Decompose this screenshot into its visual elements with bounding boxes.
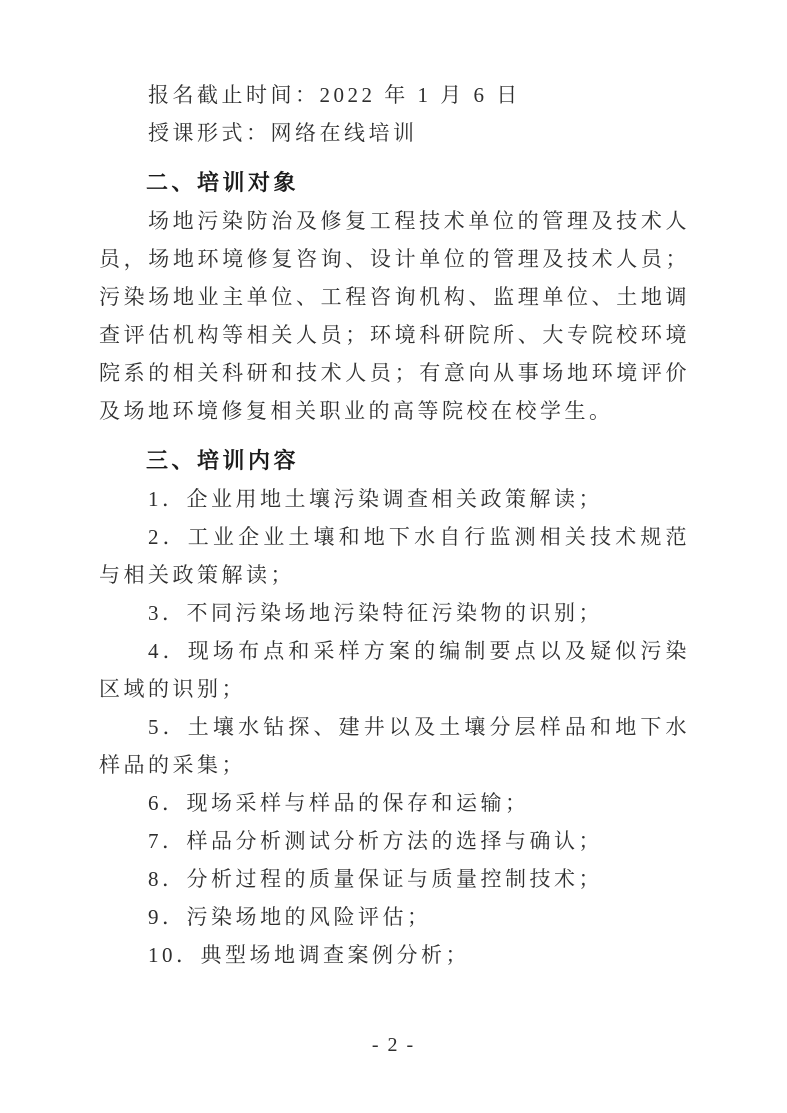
- document-content: [99, 76, 690, 974]
- section-training-content-heading: 三、培训内容: [146, 448, 300, 473]
- section-training-audience-heading: 二、培训对象: [146, 170, 300, 195]
- training-content-item-8: 8．分析过程的质量保证与质量控制技术；: [148, 867, 603, 891]
- training-audience-paragraph: 场地污染防治及修复工程技术单位的管理及技术人员，场地环境修复咨询、设计单位的管理及技术人员；污染场地业主单位、工程咨询机构、监理单位、土地调查评估机构等相关人员；环境科研院所、大专院校环境院系的相关科研和技术人员；有意向从事场地环境评价及场地环境修复相关职业的高等院校在校学生。: [99, 209, 690, 423]
- training-content-item-3: 3．不同污染场地污染特征污染物的识别；: [148, 601, 603, 625]
- training-content-item-6: 6．现场采样与样品的保存和运输；: [148, 791, 530, 815]
- training-content-item-7: 7．样品分析测试分析方法的选择与确认；: [148, 829, 603, 853]
- training-content-item-1: 1．企业用地土壤污染调查相关政策解读；: [148, 487, 603, 511]
- training-content-item-10: 10．典型场地调查案例分析；: [148, 943, 470, 967]
- registration-deadline-line: 报名截止时间：2022 年 1 月 6 日: [148, 83, 521, 107]
- page-number: - 2 -: [371, 1034, 416, 1056]
- training-content-item-2: 2．工业企业土壤和地下水自行监测相关技术规范与相关政策解读；: [99, 525, 690, 587]
- course-format-line: 授课形式：网络在线培训: [148, 121, 418, 145]
- training-content-item-4: 4．现场布点和采样方案的编制要点以及疑似污染区域的识别；: [99, 639, 690, 701]
- training-content-item-5: 5．土壤水钻探、建井以及土壤分层样品和地下水样品的采集；: [99, 715, 690, 777]
- training-content-item-9: 9．污染场地的风险评估；: [148, 905, 432, 929]
